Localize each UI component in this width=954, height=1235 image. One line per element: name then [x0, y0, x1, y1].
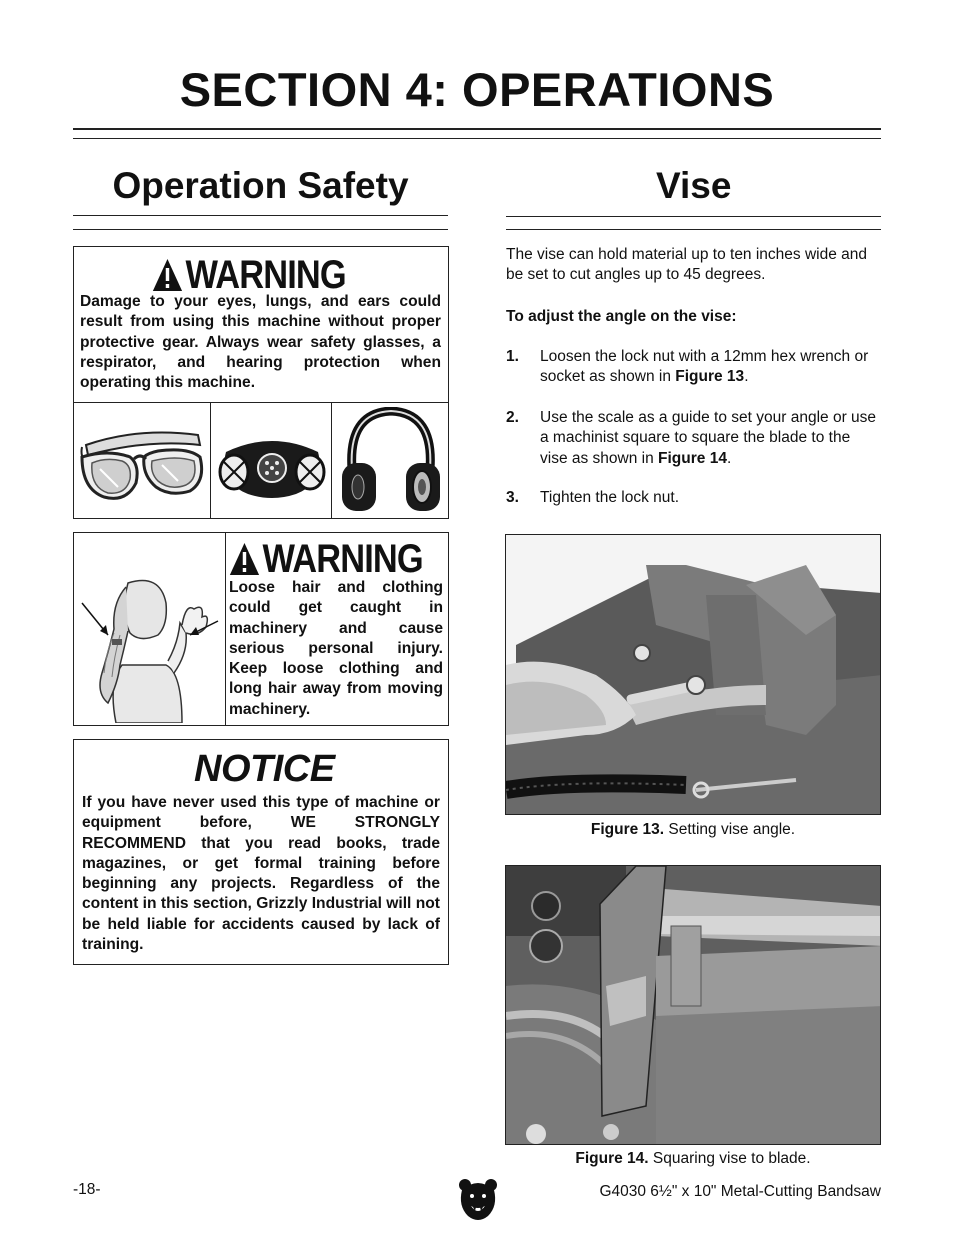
vise-intro: The vise can hold material up to ten inches wide and be set to cut angles up to 45 degrees. — [506, 246, 868, 284]
step-number: 2. — [506, 409, 519, 426]
ear-muffs-icon — [338, 407, 444, 515]
step-number: 1. — [506, 348, 519, 365]
title-rule-bottom — [73, 138, 881, 139]
footer-model-text: G4030 6½" x 10" Metal-Cutting Bandsaw — [599, 1183, 881, 1200]
step-text: Use the scale as a guide to set your angle or use a machinist square to square the blade to the vise as shown in Figure 14. — [540, 409, 877, 467]
section-title: SECTION 4: OPERATIONS — [179, 63, 775, 116]
warning-text-loose-clothing: Loose hair and clothing could get caught in machinery and cause serious personal injury. Keep loose clothing and long hair away from moving machinery. — [229, 579, 443, 718]
step-text: Loosen the lock nut with a 12mm hex wrench or socket as shown in Figure 13. — [540, 348, 869, 386]
figure-14-photo — [505, 865, 881, 1145]
figure-14-caption: Figure 14. Squaring vise to blade. — [575, 1150, 811, 1167]
warning-divider — [74, 402, 448, 403]
right-heading-rule-2 — [506, 229, 881, 230]
warning-title: WARNING — [152, 255, 346, 295]
step-number: 3. — [506, 489, 519, 506]
right-heading-rule-1 — [506, 216, 881, 217]
vise-heading: Vise — [656, 165, 732, 206]
grizzly-bear-logo — [458, 1176, 498, 1224]
left-heading-rule-1 — [73, 215, 448, 216]
title-rule-top — [73, 128, 881, 130]
figure-14-ref: Figure 14 — [658, 449, 727, 467]
warning2-title: WARNING — [229, 539, 423, 579]
left-heading-rule-2 — [73, 229, 448, 230]
person-with-long-hair-illustration — [78, 573, 222, 723]
warning-text-protective-gear: Damage to your eyes, lungs, and ears could result from using this machine without proper protective gear. Always wear safety glasses, a respirator, and hearing protection when operating this machine. — [80, 293, 441, 392]
warning-triangle-icon — [229, 542, 260, 576]
procedure-title: To adjust the angle on the vise: — [506, 308, 737, 325]
warning2-divider — [225, 533, 226, 725]
notice-box — [73, 739, 449, 965]
safety-glasses-icon — [78, 417, 206, 507]
notice-title: NOTICE — [194, 748, 335, 790]
page-number: -18- — [73, 1181, 101, 1198]
figure-13-caption: Figure 13. Setting vise angle. — [590, 821, 796, 838]
figure-13-photo — [505, 534, 881, 815]
operation-safety-heading: Operation Safety — [112, 165, 409, 206]
notice-text: If you have never used this type of machine or equipment before, WE STRONGLY RECOMMEND that you read books, trade magazines, or get formal training before beginning any projects. Regardless of the content in this section, Grizzly Industrial will not be held liable for accidents caused by lack of training. — [82, 794, 440, 954]
icon-divider-1 — [210, 402, 211, 519]
warning-triangle-icon — [152, 258, 183, 292]
step-text: Tighten the lock nut. — [540, 489, 680, 506]
respirator-icon — [216, 432, 328, 502]
warning-box-loose-clothing — [73, 532, 449, 726]
figure-13-ref: Figure 13 — [675, 368, 745, 386]
icon-divider-2 — [331, 402, 332, 519]
warning-box-protective-gear — [73, 246, 449, 519]
